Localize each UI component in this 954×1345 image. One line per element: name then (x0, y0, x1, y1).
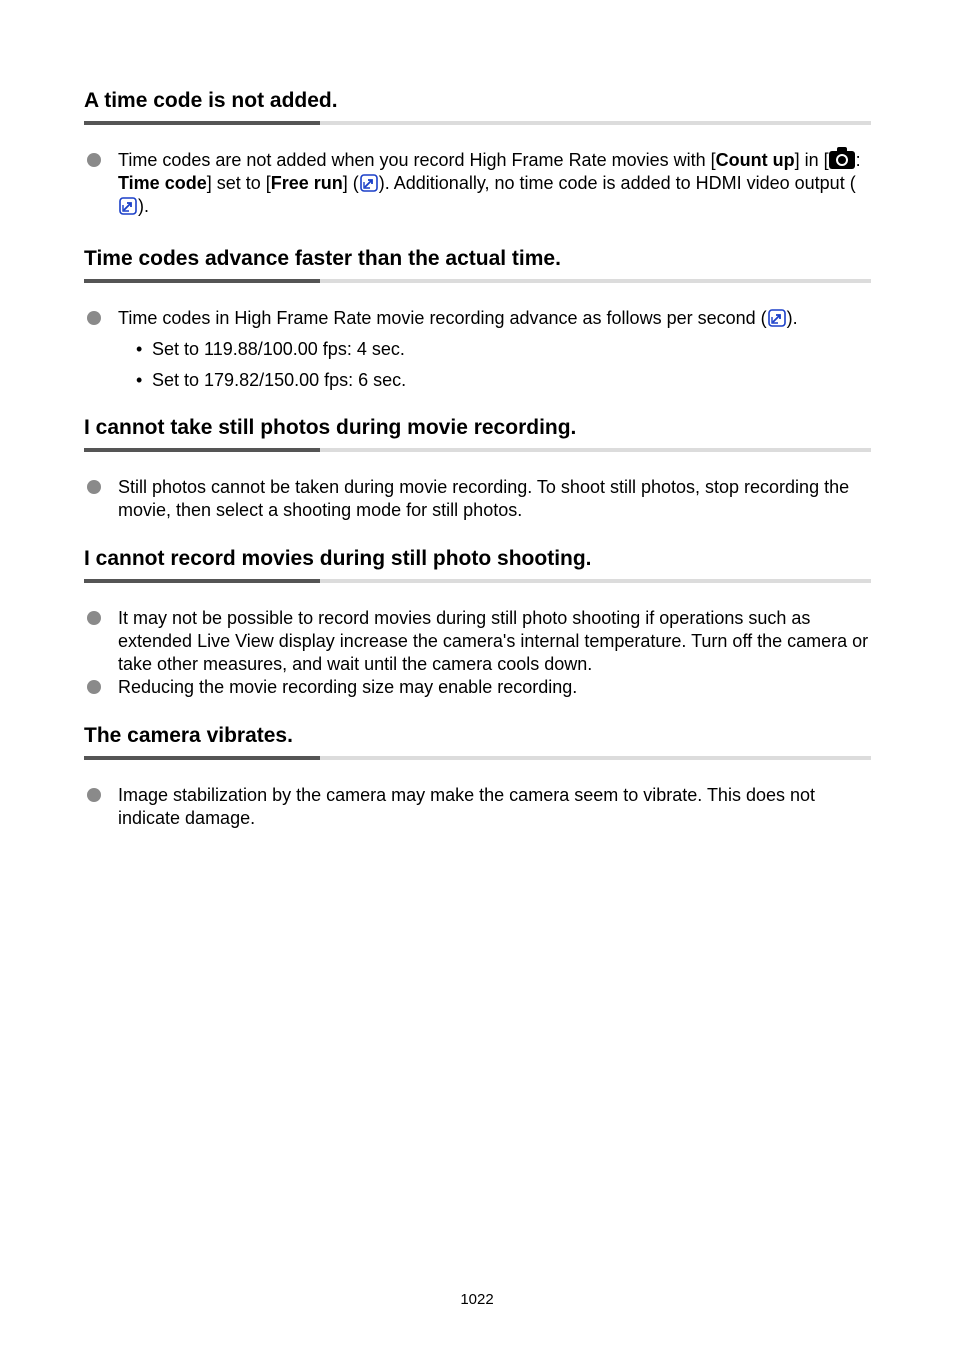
item-text: ). Additionally, no time code is added to HDMI video output ( (378, 173, 856, 193)
sub-item-text: Set to 179.82/150.00 fps: 6 sec. (152, 370, 407, 390)
list-item (84, 784, 871, 830)
section-time-codes-faster (84, 246, 871, 392)
heading-rule-accent (84, 579, 320, 583)
heading-rule-accent (84, 448, 320, 452)
setting-name-count-up: Count up (715, 150, 795, 170)
list-item (84, 476, 871, 522)
page-reference-icon[interactable] (360, 174, 378, 192)
item-text: Time codes in High Frame Rate movie recording advance as follows per second ( (118, 308, 767, 328)
heading-rule (84, 579, 871, 583)
heading-rule-accent (84, 756, 320, 760)
sub-item-text: Set to 119.88/100.00 fps: 4 sec. (152, 339, 405, 359)
bullet-dot-icon (87, 611, 101, 625)
heading-rule-accent (84, 121, 320, 125)
item-text: ] ( (342, 173, 359, 193)
item-text: ] in [ (794, 150, 829, 170)
page-reference-icon[interactable] (768, 309, 786, 327)
item-text: ). (138, 196, 149, 216)
item-text: Reducing the movie recording size may enable recording. (118, 677, 578, 697)
bullet-list (84, 784, 871, 830)
camera-icon (829, 151, 855, 169)
bullet-list (84, 476, 871, 522)
heading-rule (84, 756, 871, 760)
heading-rule (84, 121, 871, 125)
section-heading: Time codes advance faster than the actual time. (84, 247, 561, 270)
item-text: It may not be possible to record movies during still photo shooting if operations such as extended Live View display increase the camera's internal temperature. Turn off the camera or take other measures, and wait until the camera cools down. (118, 608, 869, 674)
section-heading: The camera vibrates. (84, 724, 293, 747)
section-heading: A time code is not added. (84, 89, 338, 112)
bullet-list (84, 607, 871, 699)
list-item (84, 307, 871, 330)
heading-rule (84, 279, 871, 283)
list-item (84, 676, 871, 699)
page-number: 1022 (460, 1291, 494, 1308)
setting-name-time-code: Time code (118, 173, 207, 193)
heading-rule (84, 448, 871, 452)
setting-name-free-run: Free run (270, 173, 343, 193)
bullet-dot-icon (87, 311, 101, 325)
item-text: Still photos cannot be taken during movie recording. To shoot still photos, stop recording the movie, then select a shooting mode for still photos. (118, 477, 850, 520)
sub-list-item (84, 338, 871, 361)
page-reference-icon[interactable] (119, 197, 137, 215)
bullet-dot-icon (87, 153, 101, 167)
section-no-movies (84, 546, 871, 699)
item-text: : (855, 150, 861, 170)
item-text: Image stabilization by the camera may make the camera seem to vibrate. This does not indicate damage. (118, 785, 815, 828)
section-no-still-photos (84, 415, 871, 522)
heading-rule-accent (84, 279, 320, 283)
bullet-dot-icon (87, 680, 101, 694)
section-no-time-code (84, 88, 871, 218)
list-item (84, 149, 871, 218)
item-text: Time codes are not added when you record High Frame Rate movies with [ (118, 150, 716, 170)
sub-bullet-icon: • (136, 370, 143, 390)
section-heading: I cannot take still photos during movie recording. (84, 416, 577, 439)
item-text: ] set to [ (206, 173, 271, 193)
sub-list-item (84, 369, 871, 392)
bullet-list (84, 307, 871, 392)
bullet-list (84, 149, 871, 218)
bullet-dot-icon (87, 480, 101, 494)
sub-bullet-icon: • (136, 339, 143, 359)
section-heading: I cannot record movies during still photo shooting. (84, 547, 592, 570)
list-item (84, 607, 871, 676)
bullet-dot-icon (87, 788, 101, 802)
section-camera-vibrates (84, 723, 871, 830)
item-text: ). (786, 308, 798, 328)
